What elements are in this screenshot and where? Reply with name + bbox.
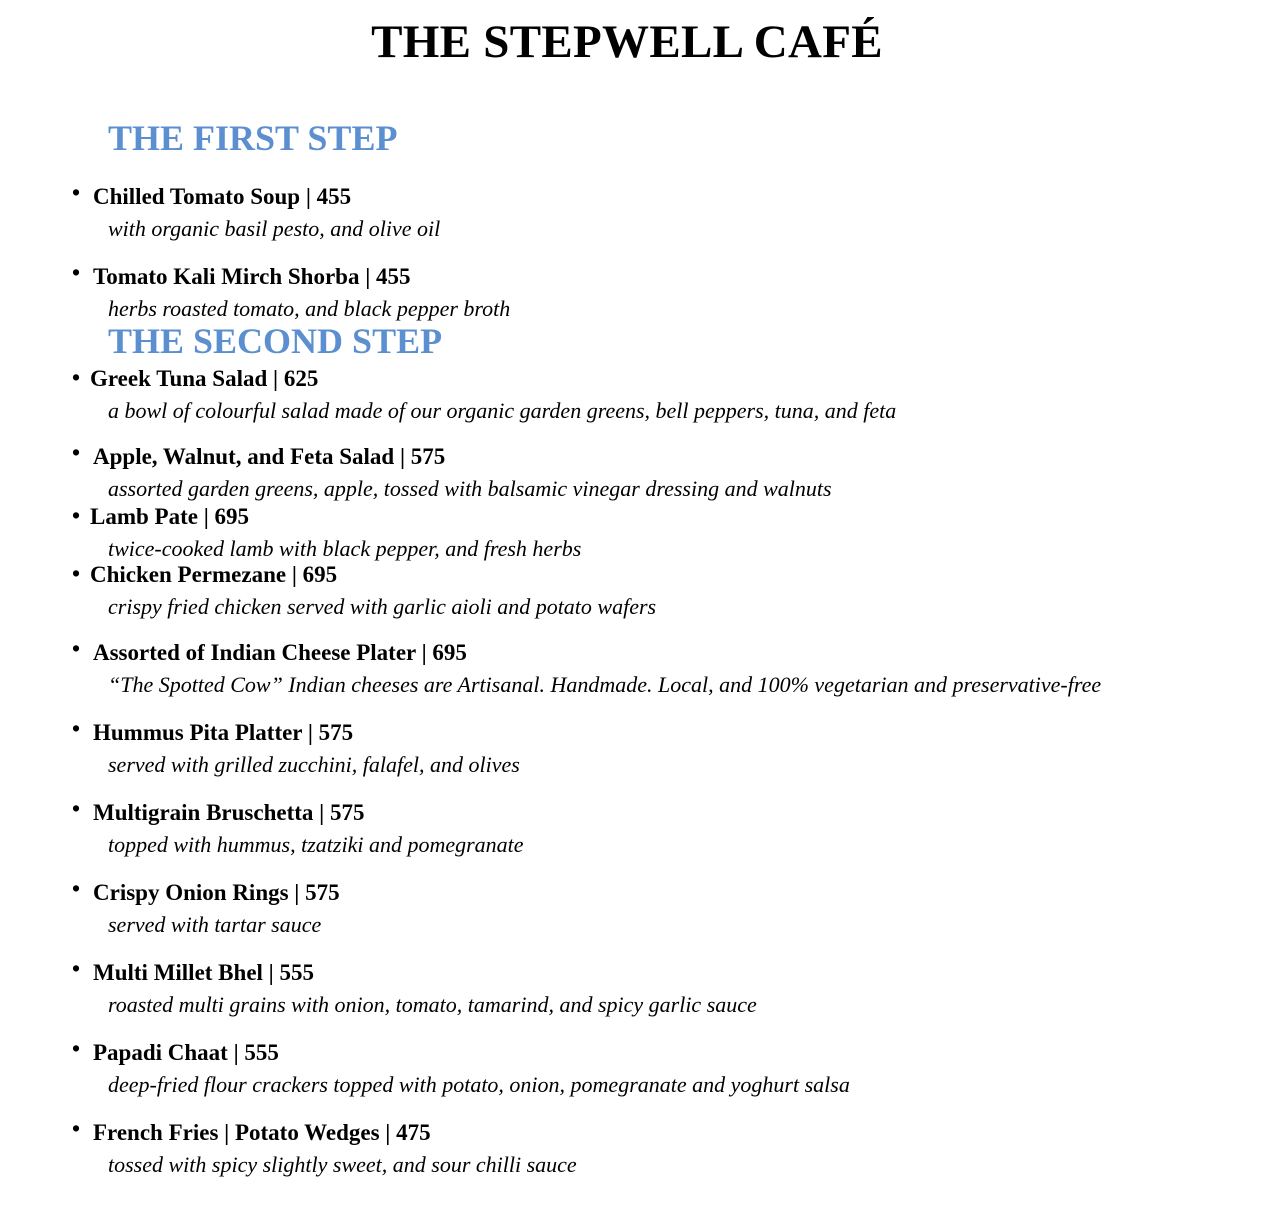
bullet-icon: • bbox=[72, 956, 81, 981]
menu-title: THE STEPWELL CAFÉ bbox=[371, 16, 883, 68]
menu-item bbox=[72, 260, 1262, 322]
bullet-icon: • bbox=[72, 503, 81, 528]
menu-item-description: assorted garden greens, apple, tossed with balsamic vinegar dressing and walnuts bbox=[108, 476, 832, 501]
menu-item-name: Multigrain Bruschetta | 575 bbox=[93, 800, 365, 825]
section-heading-first-step: THE FIRST STEP bbox=[108, 118, 398, 158]
menu-item-description: a bowl of colourful salad made of our organic garden greens, bell peppers, tuna, and feta bbox=[108, 398, 897, 423]
menu-item-description: served with grilled zucchini, falafel, and olives bbox=[108, 752, 520, 777]
section-heading-second-step: THE SECOND STEP bbox=[108, 321, 443, 361]
menu-item-description: herbs roasted tomato, and black pepper broth bbox=[108, 296, 511, 321]
menu-item bbox=[72, 796, 1262, 858]
menu-item-name: Chilled Tomato Soup | 455 bbox=[93, 184, 352, 209]
menu-item-name: Hummus Pita Platter | 575 bbox=[93, 720, 354, 745]
menu-item-description: “The Spotted Cow” Indian cheeses are Artisanal. Handmade. Local, and 100% vegetarian and preservative-free bbox=[108, 672, 1102, 697]
bullet-icon: • bbox=[72, 365, 81, 390]
bullet-icon: • bbox=[72, 180, 81, 205]
menu-item-description: twice-cooked lamb with black pepper, and fresh herbs bbox=[108, 536, 582, 561]
menu-item-name: Tomato Kali Mirch Shorba | 455 bbox=[93, 264, 411, 289]
menu-item bbox=[72, 504, 1262, 562]
menu-item bbox=[72, 876, 1262, 938]
menu-item-description: served with tartar sauce bbox=[108, 912, 322, 937]
menu-item-name: Chicken Permezane | 695 bbox=[90, 562, 338, 587]
bullet-icon: • bbox=[72, 1116, 81, 1141]
menu-item bbox=[72, 1036, 1262, 1098]
bullet-icon: • bbox=[72, 1036, 81, 1061]
menu-item-name: Apple, Walnut, and Feta Salad | 575 bbox=[93, 444, 446, 469]
bullet-icon: • bbox=[72, 796, 81, 821]
menu-item bbox=[72, 956, 1262, 1018]
menu-item-description: deep-fried flour crackers topped with potato, onion, pomegranate and yoghurt salsa bbox=[108, 1072, 850, 1097]
menu-item-name: Greek Tuna Salad | 625 bbox=[90, 366, 319, 391]
menu-item-name: Crispy Onion Rings | 575 bbox=[93, 880, 340, 905]
menu-item-name: Multi Millet Bhel | 555 bbox=[93, 960, 314, 985]
menu-item bbox=[72, 636, 1262, 698]
bullet-icon: • bbox=[72, 876, 81, 901]
menu-item-name: Lamb Pate | 695 bbox=[90, 504, 250, 529]
menu-item bbox=[72, 180, 1262, 242]
menu-item bbox=[72, 1116, 1262, 1178]
menu-item-description: with organic basil pesto, and olive oil bbox=[108, 216, 441, 241]
menu-item-name: French Fries | Potato Wedges | 475 bbox=[93, 1120, 431, 1145]
menu-item-description: roasted multi grains with onion, tomato, tamarind, and spicy garlic sauce bbox=[108, 992, 757, 1017]
menu-item bbox=[72, 562, 1262, 620]
menu-item-description: topped with hummus, tzatziki and pomegranate bbox=[108, 832, 524, 857]
menu-item-name: Papadi Chaat | 555 bbox=[93, 1040, 279, 1065]
bullet-icon: • bbox=[72, 716, 81, 741]
menu-item-description: tossed with spicy slightly sweet, and sour chilli sauce bbox=[108, 1152, 577, 1177]
menu-item-description: crispy fried chicken served with garlic aioli and potato wafers bbox=[108, 594, 657, 619]
bullet-icon: • bbox=[72, 561, 81, 586]
menu-item-name: Assorted of Indian Cheese Plater | 695 bbox=[93, 640, 467, 665]
menu-item bbox=[72, 366, 1262, 424]
bullet-icon: • bbox=[72, 636, 81, 661]
menu-item bbox=[72, 440, 1262, 502]
menu-item bbox=[72, 716, 1262, 778]
bullet-icon: • bbox=[72, 260, 81, 285]
bullet-icon: • bbox=[72, 440, 81, 465]
